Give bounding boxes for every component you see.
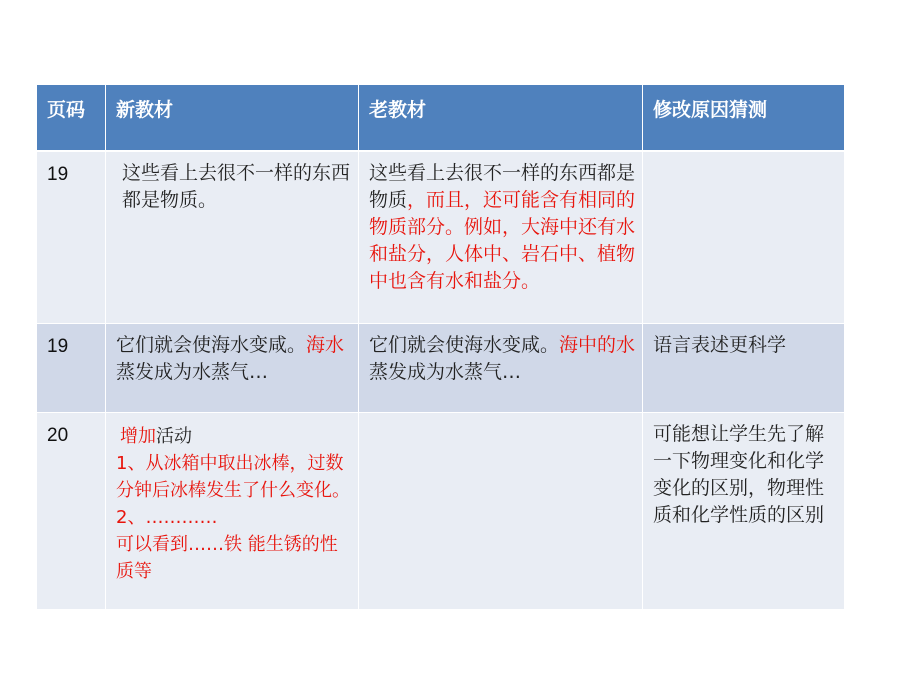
- old-textbook-cell: [359, 151, 643, 323]
- reason-cell: [643, 151, 845, 323]
- activity-note: 可以看到……铁 能生锈的性质等: [116, 533, 338, 582]
- table-row: [37, 412, 845, 609]
- page-cell: 19: [37, 323, 106, 412]
- reason-text: 语言表述更科学: [653, 333, 787, 356]
- reason-cell: [643, 412, 845, 609]
- added-label: 增加: [120, 425, 156, 447]
- old-text-changed: 海中的水: [559, 333, 636, 356]
- old-text: 这些看上去很不一样的东西都是物质: [369, 162, 636, 211]
- old-textbook-cell: [359, 412, 643, 609]
- header-reason: 修改原因猜测: [643, 85, 845, 151]
- page-cell: 19: [37, 151, 106, 323]
- page-cell: 20: [37, 412, 106, 609]
- new-text-changed: 海水: [306, 333, 345, 356]
- new-text: 这些看上去很不一样的东西都是物质。: [122, 162, 351, 211]
- reason-cell: [643, 323, 845, 412]
- header-page: 页码: [37, 85, 106, 151]
- old-text-removed: ，而且，还可能含有相同的物质部分。例如，大海中还有水和盐分，人体中、岩石中、植物中也含有水和盐分。: [369, 189, 636, 292]
- reason-text: 可能想让学生先了解一下物理变化和化学变化的区别，物理性质和化学性质的区别: [653, 422, 825, 526]
- old-textbook-cell: 它们就会使海水变咸。海中的水蒸发成为水蒸气…: [359, 323, 643, 412]
- new-textbook-cell: [106, 151, 359, 323]
- header-row: [37, 85, 845, 151]
- table-row: [37, 151, 845, 323]
- new-textbook-cell: 增加活动 1、从冰箱中取出冰棒，过数分钟后冰棒发生了什么变化。 2、………… 可以看到……铁 能生锈的性质等: [106, 412, 359, 609]
- new-textbook-cell: 它们就会使海水变咸。海水蒸发成为水蒸气…: [106, 323, 359, 412]
- header-old-textbook: 老教材: [359, 85, 643, 151]
- activity-two: 2、…………: [116, 506, 218, 528]
- table-row: [37, 323, 845, 412]
- textbook-comparison-table: [36, 85, 845, 610]
- activity-one: 1、从冰箱中取出冰棒，过数分钟后冰棒发生了什么变化。: [116, 452, 350, 501]
- header-new-textbook: 新教材: [106, 85, 359, 151]
